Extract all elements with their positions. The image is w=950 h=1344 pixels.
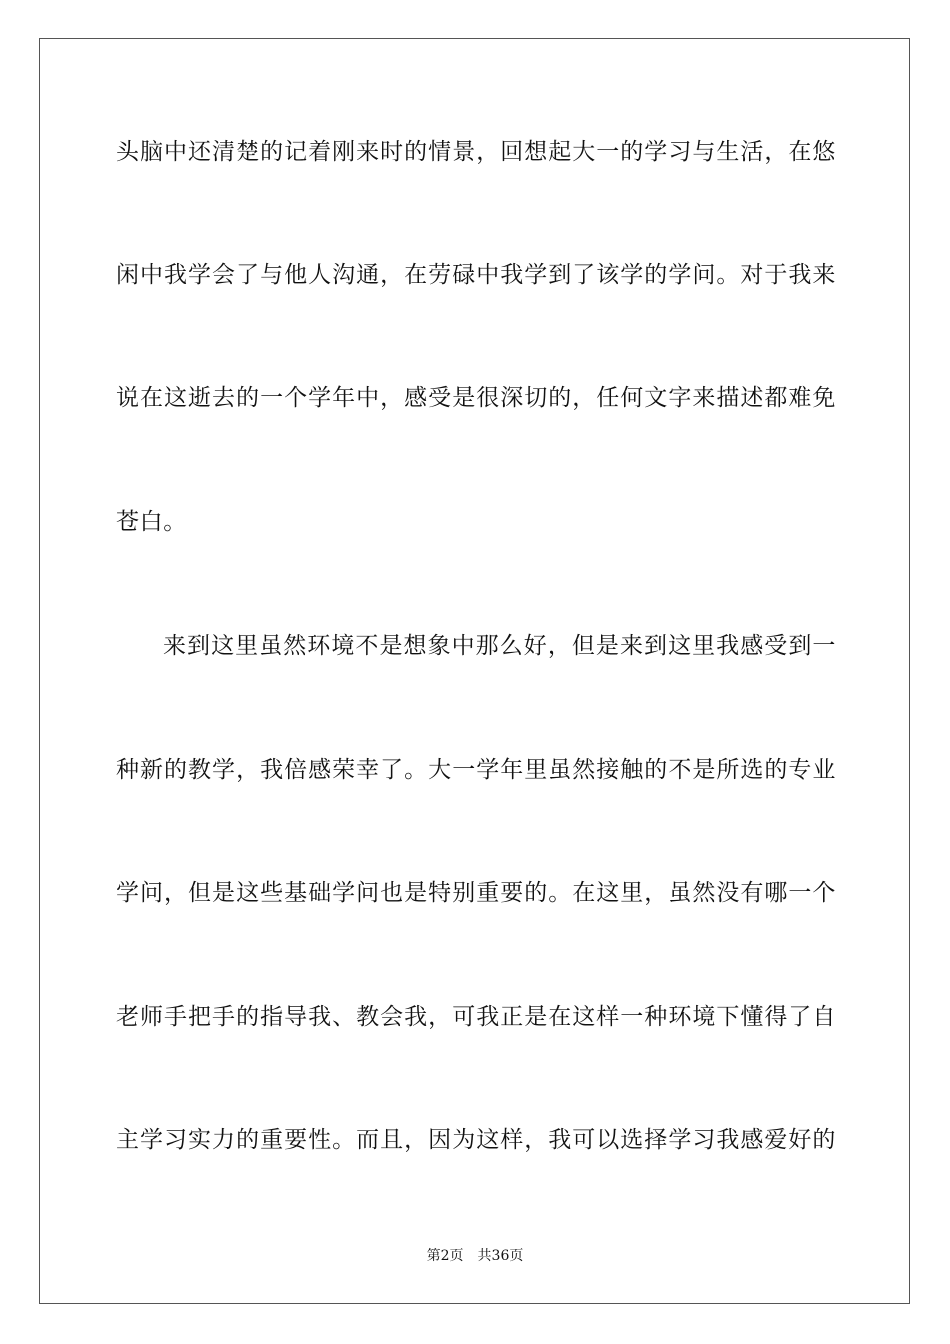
body-line-9: 主学习实力的重要性。而且，因为这样，我可以选择学习我感爱好的 (116, 1127, 836, 1153)
body-line-4: 苍白。 (116, 509, 187, 535)
body-line-2: 闲中我学会了与他人沟通，在劳碌中我学到了该学的学问。对于我来 (116, 262, 836, 288)
body-line-7: 学问，但是这些基础学问也是特别重要的。在这里，虽然没有哪一个 (116, 880, 836, 906)
page-footer (0, 1247, 950, 1265)
body-line-8: 老师手把手的指导我、教会我，可我正是在这样一种环境下懂得了自 (116, 1004, 836, 1030)
body-line-1: 头脑中还清楚的记着刚来时的情景，回想起大一的学习与生活，在悠 (116, 139, 836, 165)
page-total: 共36页 (477, 1248, 524, 1264)
body-line-6: 种新的教学，我倍感荣幸了。大一学年里虽然接触的不是所选的专业 (116, 757, 836, 783)
page-number: 第2页 (426, 1248, 464, 1264)
page-frame (39, 38, 910, 1304)
body-line-5: 来到这里虽然环境不是想象中那么好，但是来到这里我感受到一 (163, 633, 836, 659)
body-line-3: 说在这逝去的一个学年中，感受是很深切的，任何文字来描述都难免 (116, 385, 836, 411)
